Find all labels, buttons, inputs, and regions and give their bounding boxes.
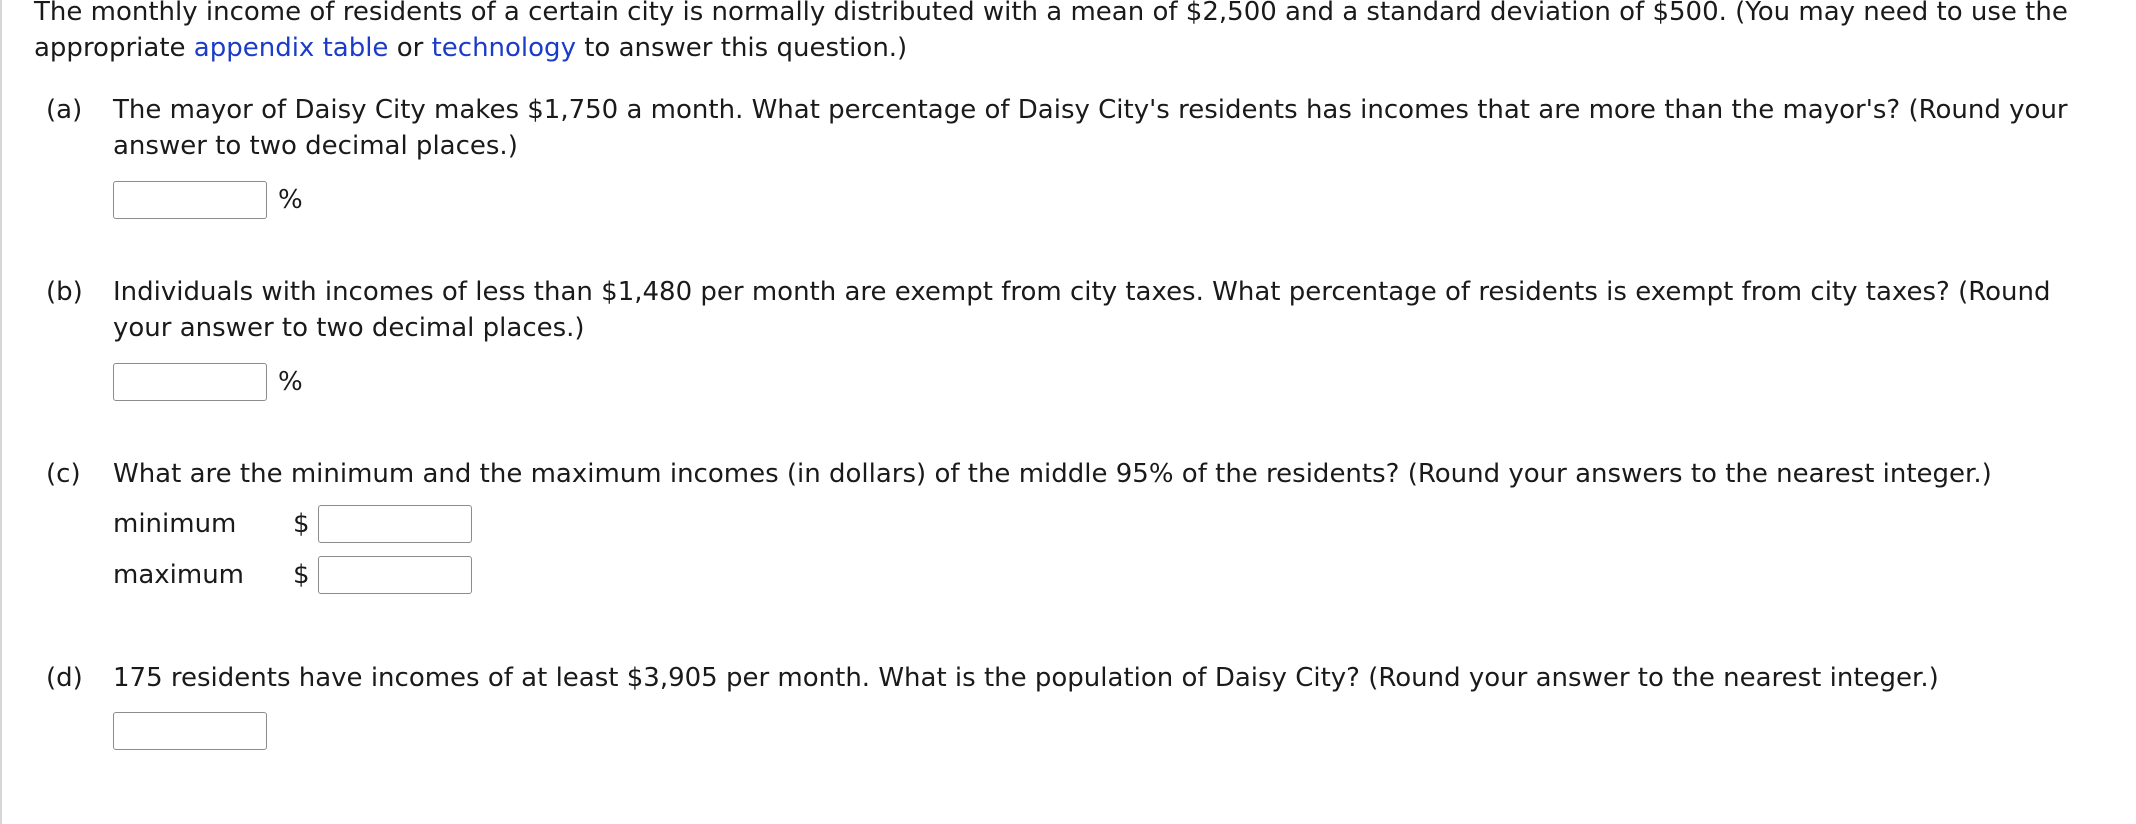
part-d-letter: (d) bbox=[46, 663, 83, 693]
maximum-dollar-sign: $ bbox=[293, 560, 310, 590]
intro-closing-text: to answer this question.) bbox=[575, 33, 908, 63]
part-a bbox=[46, 92, 2106, 222]
minimum-input[interactable] bbox=[318, 505, 472, 543]
part-b-question: Individuals with incomes of less than $1,480 per month are exempt from city taxes. What percentage of residents is exempt from city taxes? (Round your answer to two decimal places.) bbox=[113, 277, 2051, 343]
part-c bbox=[46, 456, 2106, 597]
part-b bbox=[46, 274, 2106, 404]
part-b-percent-unit: % bbox=[278, 367, 303, 397]
part-a-question: The mayor of Daisy City makes $1,750 a month. What percentage of Daisy City's residents has incomes that are more than the mayor's? (Round your answer to two decimal places.) bbox=[113, 95, 2068, 161]
maximum-label: maximum bbox=[113, 560, 245, 590]
part-b-answer-input[interactable] bbox=[113, 363, 267, 401]
maximum-input[interactable] bbox=[318, 556, 472, 594]
part-a-answer-row bbox=[113, 178, 2106, 222]
minimum-label: minimum bbox=[113, 509, 237, 539]
intro-or-text: or bbox=[388, 33, 432, 63]
part-c-letter: (c) bbox=[46, 459, 81, 489]
question-intro bbox=[34, 0, 2114, 66]
technology-link[interactable]: technology bbox=[431, 33, 576, 63]
part-d-answer-row bbox=[113, 709, 2106, 753]
appendix-table-link[interactable]: appendix table bbox=[193, 33, 389, 63]
part-d bbox=[46, 660, 2106, 753]
part-a-percent-unit: % bbox=[278, 185, 303, 215]
part-d-question: 175 residents have incomes of at least $3,905 per month. What is the population of Daisy City? (Round your answer to the nearest integer.) bbox=[113, 663, 1939, 693]
part-c-question: What are the minimum and the maximum incomes (in dollars) of the middle 95% of the residents? (Round your answers to the nearest integer.) bbox=[113, 459, 1992, 489]
part-b-answer-row bbox=[113, 360, 2106, 404]
minimum-row bbox=[113, 502, 2106, 546]
part-a-answer-input[interactable] bbox=[113, 181, 267, 219]
minimum-dollar-sign: $ bbox=[293, 509, 310, 539]
part-b-letter: (b) bbox=[46, 277, 83, 307]
intro-text: The monthly income of residents of a certain city is normally distributed with a mean of $2,500 and a standard deviation of $500. (You may need to use the appropriate bbox=[34, 0, 2068, 63]
part-a-letter: (a) bbox=[46, 95, 83, 125]
part-d-answer-input[interactable] bbox=[113, 712, 267, 750]
maximum-row bbox=[113, 553, 2106, 597]
